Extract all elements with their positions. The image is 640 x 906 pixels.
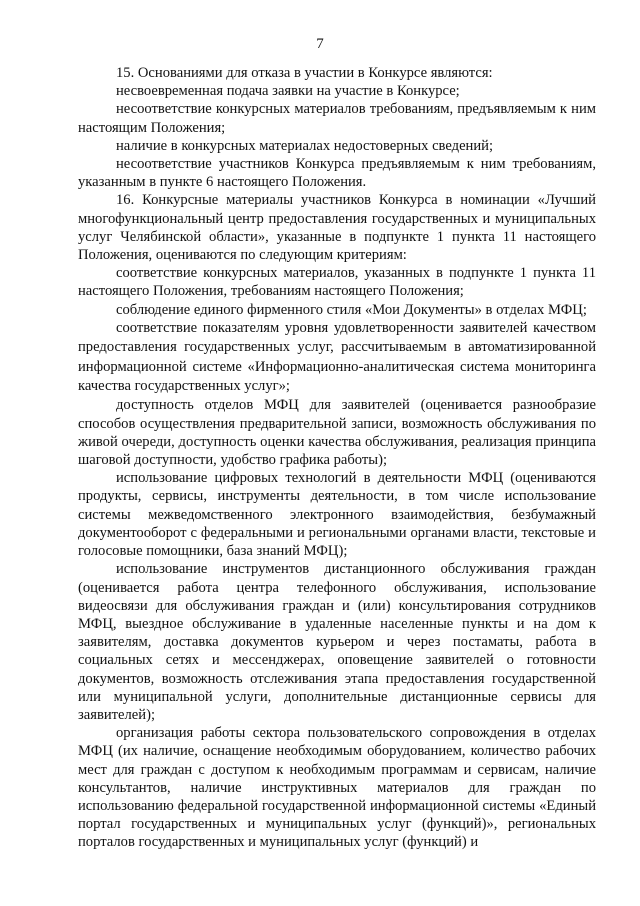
paragraph-criterion-digital: использование цифровых технологий в деятельности МФЦ (оцениваются продукты, сервисы, инструменты деятельности, в том числе использование системы межведомственного электронного взаимодействия, безбумажный документооборот с федеральными и региональными органами власти, текстовые и голосовые помощники, база знаний МФЦ); [78,470,596,560]
paragraph-15-heading: 15. Основаниями для отказа в участии в Конкурсе являются: [116,65,493,81]
paragraph-false-information: наличие в конкурсных материалах недостоверных сведений; [116,137,494,154]
paragraph-criterion-user-support: организация работы сектора пользовательского сопровождения в отделах МФЦ (их наличие, оснащение необходимым оборудованием, количество рабочих мест для граждан с доступом к необходимым программам и сервисам, наличие консультантов, наличие инструктивных материалов для граждан по использованию федеральной государственной информационной системы «Единый портал государственных и муниципальных услуг (функций)», региональных порталов государственных и муниципальных услуг (функций) и [78,725,596,851]
paragraph-criterion-remote: использование инструментов дистанционного обслуживания граждан (оценивается работа центра телефонного обслуживания, использование видеосвязи для обслуживания граждан и (или) консультирования сотрудников МФЦ, выездное обслуживание в удаленные населенные пункты и на дом к заявителям, доставка документов курьером и через постаматы, работа в социальных сетях и мессенджерах, оповещение заявителей о готовности документов, возможность отслеживания этапа предоставления государственной или муниципальной услуги, дополнительные дистанционные сервисы для заявителей); [78,561,596,723]
paragraph-materials-noncompliance: несоответствие конкурсных материалов требованиям, предъявляемым к ним настоящим Положения; [78,101,596,136]
paragraph-criterion-style: соблюдение единого фирменного стиля «Мои Документы» в отделах МФЦ; [116,301,587,318]
page-number: 7 [316,36,324,52]
paragraph-16-criteria: 16. Конкурсные материалы участников Конкурса в номинации «Лучший многофункциональный центр предоставления государственных и муниципальных услуг Челябинской области», указанные в подпункте 1 пункта 11 настоящего Положения, оцениваются по следующим критериям: [78,192,596,264]
document-body [78,64,596,852]
paragraph-criterion-compliance: соответствие конкурсных материалов, указанных в подпункте 1 пункта 11 настоящего Положения, требованиям настоящего Положения; [78,265,596,300]
paragraph-late-submission: несвоевременная подача заявки на участие в Конкурсе; [116,83,460,100]
paragraph-criterion-accessibility: доступность отделов МФЦ для заявителей (оценивается разнообразие способов осуществления предварительной записи, возможность обслуживания по живой очереди, доступность оценки качества обслуживания, реализация принципа шаговой доступности, удобство графика работы); [78,397,596,469]
paragraph-participants-noncompliance: несоответствие участников Конкурса предъявляемым к ним требованиям, указанным в пункте 6 настоящего Положения. [78,156,596,191]
paragraph-criterion-satisfaction: соответствие показателям уровня удовлетворенности заявителей качеством предоставления государственных услуг, рассчитываемым в автоматизированной информационной системе «Информационно-аналитическая система мониторинга качества государственных услуг»; [78,319,596,395]
